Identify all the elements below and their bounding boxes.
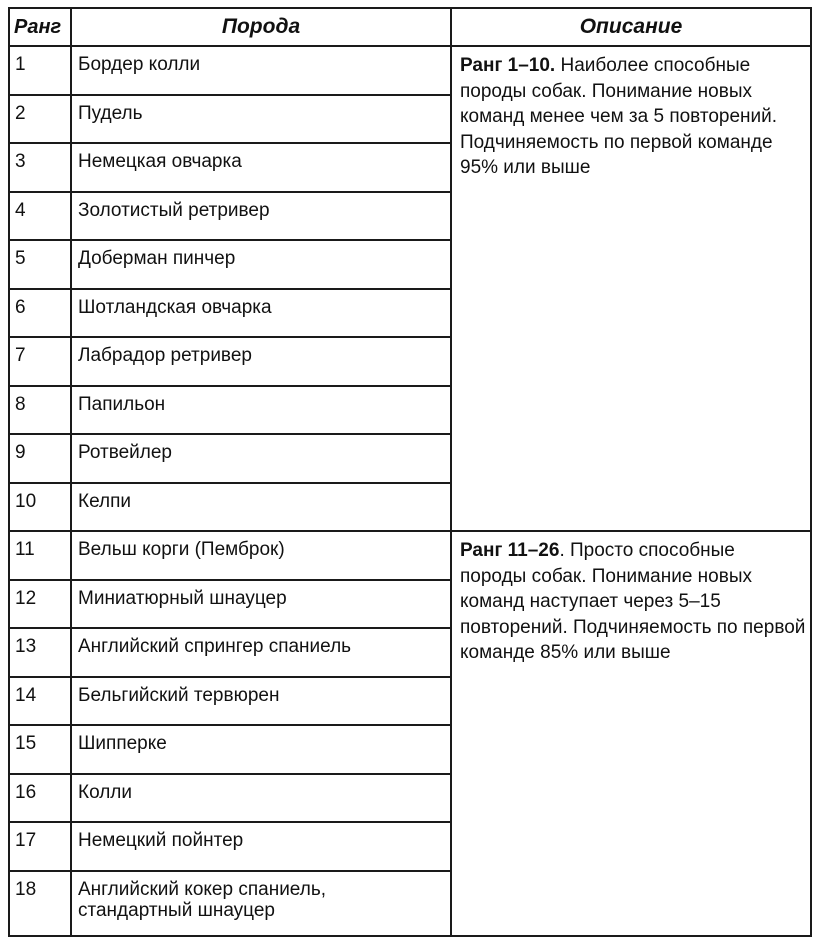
group-text: Наиболее способные породы собак. Понимание новых команд менее чем за 5 повторений. Подчиняемость по первой команде 95% или выше xyxy=(460,55,778,178)
rank-cell: 9 xyxy=(9,434,71,483)
breed-cell: Пудель xyxy=(71,95,451,144)
breed-cell: Лабрадор ретривер xyxy=(71,337,451,386)
rank-cell: 18 xyxy=(9,871,71,936)
rank-cell: 8 xyxy=(9,386,71,435)
description-header: Описание xyxy=(451,8,811,46)
rank-cell: 10 xyxy=(9,483,71,532)
breed-cell: Доберман пинчер xyxy=(71,240,451,289)
rank-cell: 15 xyxy=(9,725,71,774)
rank-cell: 1 xyxy=(9,46,71,95)
breed-cell: Бордер колли xyxy=(71,46,451,95)
rank-cell: 4 xyxy=(9,192,71,241)
breed-cell: Папильон xyxy=(71,386,451,435)
breed-cell: Шипперке xyxy=(71,725,451,774)
rank-cell: 17 xyxy=(9,822,71,871)
dog-breed-rank-table xyxy=(8,7,812,937)
breed-cell: Золотистый ретривер xyxy=(71,192,451,241)
breed-cell: Английский кокер спаниель, стандартный шнауцер xyxy=(71,871,451,936)
breed-cell: Бельгийский тервюрен xyxy=(71,677,451,726)
rank-cell: 2 xyxy=(9,95,71,144)
breed-cell: Немецкий пойнтер xyxy=(71,822,451,871)
rank-cell: 13 xyxy=(9,628,71,677)
table-row xyxy=(9,46,811,95)
group-description-1 xyxy=(451,46,811,531)
rank-cell: 5 xyxy=(9,240,71,289)
breed-header: Порода xyxy=(71,8,451,46)
rank-cell: 14 xyxy=(9,677,71,726)
breed-cell: Вельш корги (Пемброк) xyxy=(71,531,451,580)
rank-cell: 11 xyxy=(9,531,71,580)
breed-cell: Ротвейлер xyxy=(71,434,451,483)
rank-cell: 6 xyxy=(9,289,71,338)
rank-cell: 16 xyxy=(9,774,71,823)
breed-cell: Колли xyxy=(71,774,451,823)
rank-cell: 12 xyxy=(9,580,71,629)
rank-header: Ранг xyxy=(9,8,71,46)
group-description-2 xyxy=(451,531,811,936)
header-row xyxy=(9,8,811,46)
breed-cell: Келпи xyxy=(71,483,451,532)
rank-cell: 3 xyxy=(9,143,71,192)
breed-cell: Миниатюрный шнауцер xyxy=(71,580,451,629)
group-text: . Просто способные породы собак. Понимание новых команд наступает через 5–15 повторений. Подчиняемость по первой команде 85% или выше xyxy=(460,540,806,663)
breed-cell: Шотландская овчарка xyxy=(71,289,451,338)
rank-cell: 7 xyxy=(9,337,71,386)
table-row xyxy=(9,531,811,580)
group-title: Ранг 1–10. xyxy=(460,55,556,76)
breed-cell: Английский спрингер спаниель xyxy=(71,628,451,677)
breed-cell: Немецкая овчарка xyxy=(71,143,451,192)
group-title: Ранг 11–26 xyxy=(460,540,560,561)
